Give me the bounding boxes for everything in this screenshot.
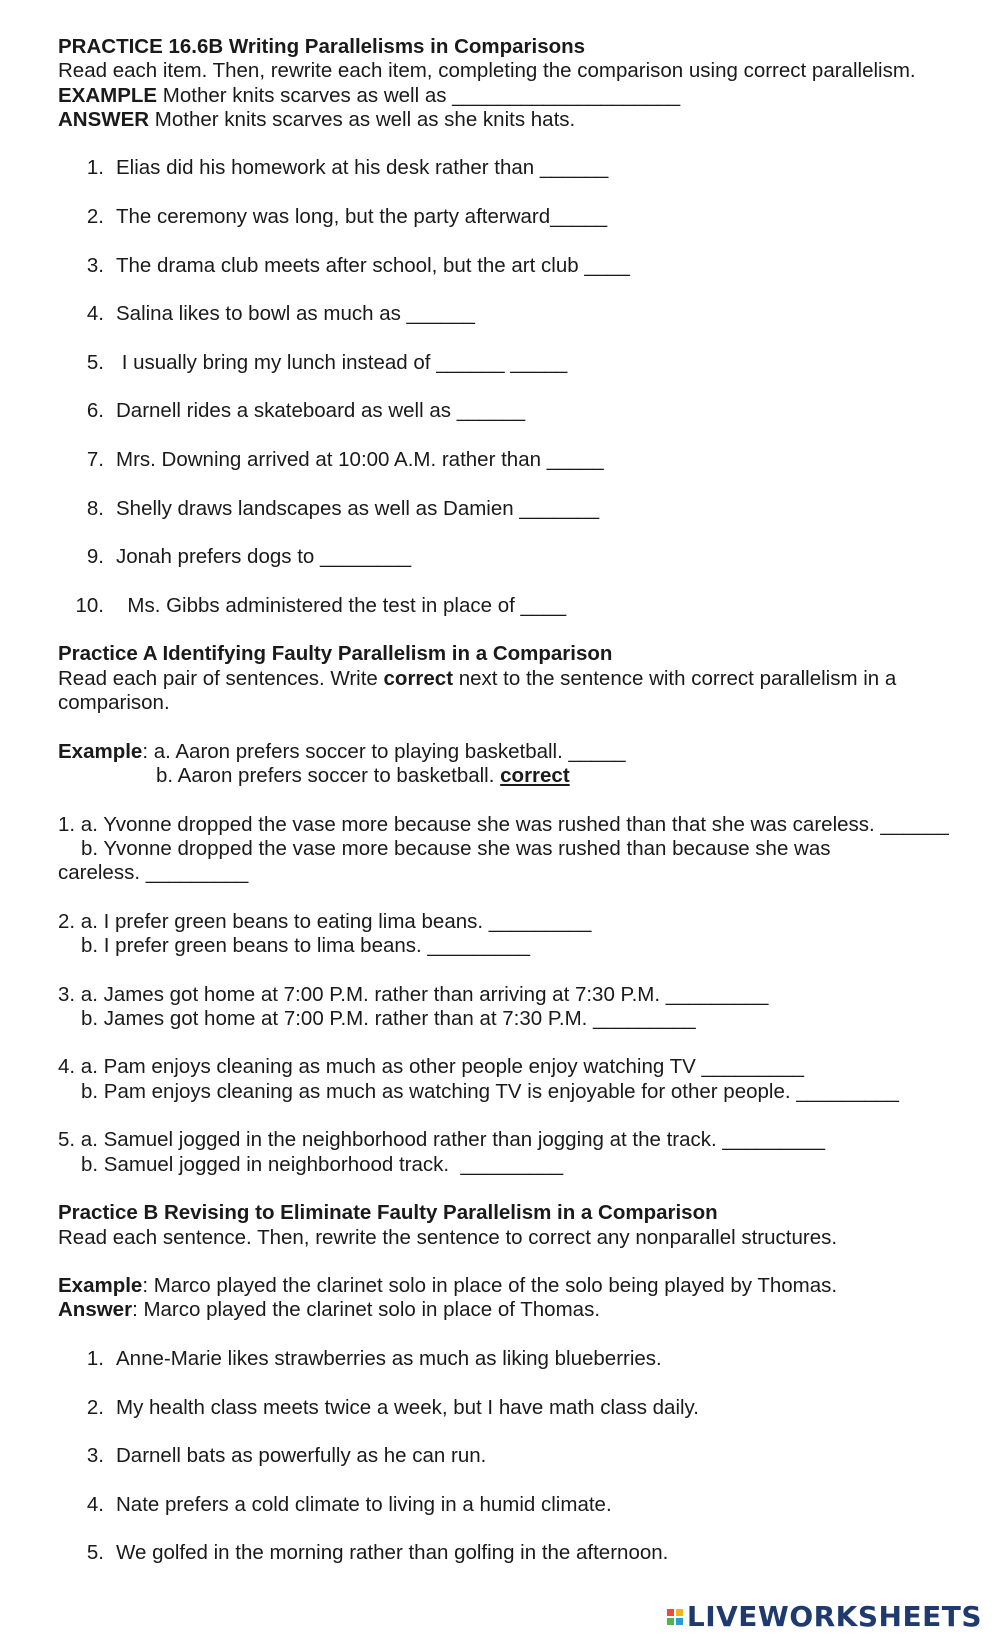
list-item: 9. Jonah prefers dogs to ________: [86, 545, 412, 569]
logo-square-red: [667, 1609, 674, 1616]
section-instructions-16-6b: Read each item. Then, rewrite each item, completing the comparison using correct parallelism.: [58, 59, 916, 83]
list-item: 8. Shelly draws landscapes as well as Damien _______: [86, 496, 600, 520]
question-3a: 3. a. James got home at 7:00 P.M. rather than arriving at 7:30 P.M. _________: [58, 982, 769, 1006]
answer-practice-b: Answer: Marco played the clarinet solo in place of Thomas.: [58, 1298, 601, 1322]
list-item: 3. The drama club meets after school, but the art club ____: [86, 253, 630, 277]
list-item: 4. Salina likes to bowl as much as ______: [86, 302, 475, 326]
answer-line: [58, 108, 988, 132]
liveworksheets-brand-text: LIVEWORKSHEETS: [686, 1599, 982, 1633]
list-item: 7. Mrs. Downing arrived at 10:00 A.M. rather than _____: [86, 448, 604, 472]
list-item: 10. Ms. Gibbs administered the test in place of ____: [75, 593, 567, 617]
list-item: 4. Nate prefers a cold climate to living in a humid climate.: [86, 1492, 612, 1516]
list-item: 5. We golfed in the morning rather than golfing in the afternoon.: [86, 1541, 669, 1565]
list-item: 1. Elias did his homework at his desk rather than ______: [86, 156, 609, 180]
section-title-practice-a: Practice A Identifying Faulty Parallelism in a Comparison: [58, 642, 613, 666]
question-4a: 4. a. Pam enjoys cleaning as much as other people enjoy watching TV _________: [58, 1055, 805, 1079]
section-instructions-practice-a-cont: comparison.: [58, 691, 170, 715]
list-item: 2. My health class meets twice a week, but I have math class daily.: [86, 1395, 699, 1419]
question-3b: b. James got home at 7:00 P.M. rather than at 7:30 P.M. _________: [81, 1006, 696, 1030]
question-1b: b. Yvonne dropped the vase more because she was rushed than because she was: [81, 836, 831, 860]
question-5b: b. Samuel jogged in neighborhood track. _________: [81, 1152, 564, 1176]
example-b-line: b. Aaron prefers soccer to basketball. correct: [156, 763, 570, 787]
example-line: [58, 84, 988, 108]
example-practice-b: Example: Marco played the clarinet solo in place of the solo being played by Thomas.: [58, 1274, 838, 1298]
section-instructions-practice-a: Read each pair of sentences. Write correct next to the sentence with correct parallelism in a: [58, 666, 897, 690]
question-2a: 2. a. I prefer green beans to eating lima beans. _________: [58, 909, 592, 933]
question-2b: b. I prefer green beans to lima beans. _________: [81, 933, 531, 957]
logo-square-green: [667, 1618, 674, 1625]
worksheet-page: [58, 35, 988, 1566]
section-title-practice-b: Practice B Revising to Eliminate Faulty Parallelism in a Comparison: [58, 1201, 718, 1225]
example-text: Mother knits scarves as well as ____________________: [157, 83, 681, 107]
section-instructions-practice-b: Read each sentence. Then, rewrite the sentence to correct any nonparallel structures.: [58, 1225, 838, 1249]
list-item: 5. I usually bring my lunch instead of ______ _____: [86, 350, 568, 374]
question-1a: 1. a. Yvonne dropped the vase more because she was rushed than that she was careless. ______: [58, 812, 949, 836]
example-label: EXAMPLE: [58, 83, 158, 107]
list-item: 6. Darnell rides a skateboard as well as ______: [86, 399, 526, 423]
liveworksheets-logo-icon: [667, 1609, 683, 1625]
list-item: 2. The ceremony was long, but the party afterward_____: [86, 205, 608, 229]
liveworksheets-logo[interactable]: [667, 1599, 982, 1633]
answer-text: Mother knits scarves as well as she knits hats.: [149, 107, 576, 131]
section-title-16-6b: PRACTICE 16.6B Writing Parallelisms in Comparisons: [58, 35, 586, 58]
question-1b-cont: careless. _________: [58, 861, 249, 885]
logo-square-blue: [676, 1618, 683, 1625]
list-item: 3. Darnell bats as powerfully as he can run.: [86, 1444, 487, 1468]
items-practice-b: [58, 1347, 988, 1566]
example-a-line: Example: a. Aaron prefers soccer to playing basketball. _____: [58, 739, 626, 763]
list-item: 1. Anne-Marie likes strawberries as much as liking blueberries.: [86, 1347, 662, 1371]
example-answer-correct: correct: [500, 763, 570, 787]
answer-label: ANSWER: [58, 107, 150, 131]
question-5a: 5. a. Samuel jogged in the neighborhood rather than jogging at the track. _________: [58, 1128, 826, 1152]
items-16-6b: [58, 156, 988, 618]
logo-square-yellow: [676, 1609, 683, 1616]
question-4b: b. Pam enjoys cleaning as much as watching TV is enjoyable for other people. _________: [81, 1079, 899, 1103]
